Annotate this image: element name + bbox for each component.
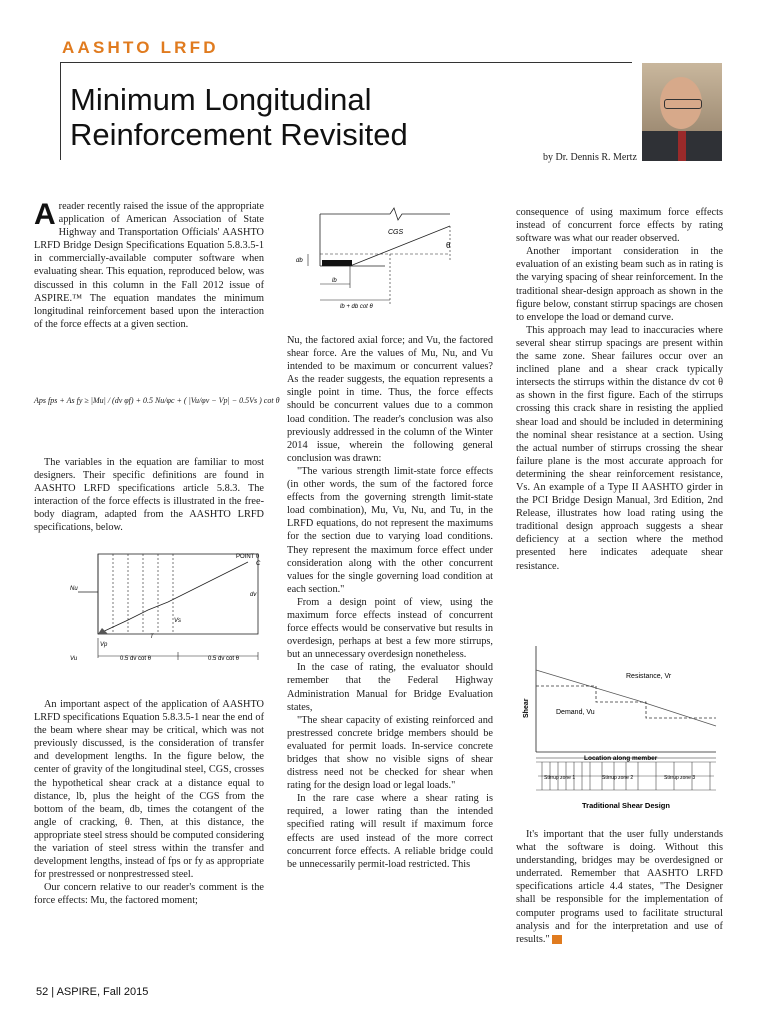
cgs-theta-label: θ: [446, 241, 451, 250]
equation-5-8-3-5-1: Aps fps + As fy ≥ |Mu| / (dv φf) + 0.5 Nu/φc + ( |Vu/φv − Vp| − 0.5Vs ) cot θ: [34, 396, 280, 405]
fbd-nu-label: Nu: [70, 586, 78, 592]
stirrup-zone-3-label: Stirrup zone 3: [664, 775, 696, 781]
title-rule-vertical: [60, 62, 61, 160]
column-3-bottom: [516, 828, 723, 946]
stirrup-zone-1-label: Stirrup zone 1: [544, 775, 576, 781]
paragraph-transfer: An important aspect of the application of AASHTO LRFD specifications Equation 5.8.3.5-1 near the end of the beam where shear may be critical, which was not previously discussed, is the consideration of transfer and development lengths. In the figure below, the center of gravity of the longitudinal steel, CGS, crosses the hypothetical shear crack at a distance equal to distance, lb, plus the height of the CGS from the bottom of the beam, db, times the cotangent of the angle of cracking, θ. Then, at this distance, the appropriate steel stress should be computed considering the variation of steel stress within the transfer and development lengths, instead of fps or fy as appropriate for prestressed or nonprestressed steel.: [34, 699, 264, 881]
paragraph-varying-spacing: Another important consideration in the evaluation of an existing beam such as in rating is the varying spacing of shear reinforcement. In the traditional shear-design approach as shown in the figure below, constant stirrup spacings are chosen to envelope the load or demand curve.: [516, 246, 723, 323]
conclusion-text: It's important that the user fully understands what the software is doing. Without this understanding, bridges may be overdesigned or underrated. Remember that AASHTO LRFD specifications article 4.4 states, "The Designer shall be responsible for the implementation of computer programs used to facilitate structural analysis and for the interpretation and use of results.": [516, 829, 723, 945]
quote-manual: "The shear capacity of existing reinforced and prestressed concrete bridge members should be evaluated for permit loads. In-service concrete bridges that show no visible signs of shear distress need not be checked for shear when rating for the design load or legal loads.": [287, 714, 493, 792]
fbd-point-label: POINT 0: [236, 554, 260, 560]
cgs-diagram: [290, 204, 490, 316]
fbd-vu-label: Vu: [70, 656, 78, 662]
column-1-p3: [34, 698, 264, 908]
fbd-t-label: T: [150, 634, 154, 640]
paragraph-variables: The variables in the equation are familiar to most designers. Their specific definitions are found in AASHTO LRFD specifications article 5.8.3. The interaction of the force effects is illustrated in the free-body diagram, adapted from the AASHTO LRFD specifications, below.: [34, 457, 264, 534]
fbd-dim-1: 0.5 dv cot θ: [120, 656, 152, 662]
shear-figure-caption: Traditional Shear Design: [582, 801, 670, 810]
column-2: [287, 334, 493, 871]
paragraph-conclusion: [516, 828, 723, 946]
author-photo: [642, 63, 722, 161]
intro-paragraph: reader recently raised the issue of the appropriate application of American Association of State Highway and Transportation Officials' AASHTO LRFD Bridge Design Specifications Equation 5.8.3.5-1 in commercially-available computer software when evaluating shear. This equation, reproduced below, was discussed in this column in the Fall 2012 issue of ASPIRE.™ The equation mandates the minimum longitudinal reinforcement based upon the interaction of the force effects at a given section.: [34, 201, 264, 330]
quote-limit-state: "The various strength limit-state force effects (in other words, the sum of the factored force effects from the governing strength limit-state load combination), Mu, Vu, Nu, and Tu, in the LRFD equations, do not represent the maximums for the section due to varying load conditions. They represent the maximum force effect under consideration along with the other concurrent values for the single governing load condition at each section.": [287, 465, 493, 595]
paragraph-inaccuracies: This approach may lead to inaccuracies where several shear stirrup spacings are present within the same zone. Shear failures occur over an inclined plane and a shear crack typically intersects the stirrups within the distance dv cot θ as shown in the first figure. Each of the stirrups crossing this crack share in resisting the applied shear load and should be included in determining the nominal shear resistance at a section. Using the actual number of stirrups crossing the shear failure plane is the most accurate approach for determining the shear reinforcement resistance, Vs. An example of a Type II AASHTO girder in the PCI Bridge Design Manual, 3rd Edition, 2nd Release, illustrates how load rating using the traditional design approach suggests a shear deficiency at a section where the method presented here indicates adequate shear resistance.: [516, 324, 723, 572]
paragraph-design-view: From a design point of view, using the maximum force effects instead of concurrent force effects would be conservative but results in overdesign, perhaps at best a few more stirrups, but an unnecessary overdesign nonetheless.: [287, 596, 493, 661]
end-mark: A: [552, 935, 562, 944]
column-1-p2: [34, 456, 264, 535]
cgs-db-label: db: [296, 258, 303, 264]
column-1-intro: [34, 200, 264, 331]
fbd-vs-label: Vs: [174, 618, 182, 624]
fbd-dim-2: 0.5 dv cot θ: [208, 656, 240, 662]
page-footer: 52 | ASPIRE, Fall 2015: [36, 986, 149, 998]
fbd-c-label: C: [256, 561, 261, 567]
free-body-diagram: [68, 548, 273, 668]
byline: by Dr. Dennis R. Mertz: [543, 152, 637, 163]
location-axis-label: Location along member: [584, 755, 658, 762]
fbd-dv-label: dv: [250, 592, 257, 598]
fbd-vp-label: Vp: [100, 642, 108, 648]
traditional-shear-design-figure: [516, 640, 726, 816]
paragraph-consequence: consequence of using maximum force effects instead of concurrent force effects by rating software was what our reader observed.: [516, 207, 723, 245]
paragraph-rare-case: In the rare case where a shear rating is required, a lower rating than the intended specified rating will result if maximum force effects are used instead of the more correct concurrent force effects. A reliable bridge could be unnecessarily permit-load restricted. This: [287, 793, 493, 870]
demand-label: Demand, Vu: [556, 709, 595, 716]
drop-cap: A: [34, 198, 56, 231]
title-rule-horizontal: [60, 62, 632, 63]
resistance-label: Resistance, Vr: [626, 673, 672, 680]
shear-axis-label: Shear: [523, 698, 530, 718]
cgs-label: CGS: [388, 229, 404, 236]
section-kicker: AASHTO LRFD: [62, 38, 219, 57]
column-3-top: [516, 206, 723, 573]
article-title: Minimum Longitudinal Reinforcement Revisited: [70, 82, 408, 152]
paragraph-concern: Our concern relative to our reader's comment is the force effects: Mu, the factored moment;: [34, 882, 264, 907]
paragraph-force-effects: Nu, the factored axial force; and Vu, the factored shear force. Are the values of Mu, Nu, and Vu intended to be maximum or concurrent values? As the reader suggests, the equation represents a single point in time. Thus, the force effects should be concurrent values due to a common load condition. The reader's conclusion was also previously addressed in the column of the Winter 2014 issue, wherein the following general conclusion was drawn:: [287, 335, 493, 464]
stirrup-zone-2-label: Stirrup zone 2: [602, 775, 634, 781]
paragraph-rating: In the case of rating, the evaluator should remember that the Federal Highway Administration Manual for Bridge Evaluation states,: [287, 662, 493, 713]
cgs-lb-label: lb: [332, 278, 337, 284]
cgs-dim-label: lb + db cot θ: [340, 304, 373, 310]
